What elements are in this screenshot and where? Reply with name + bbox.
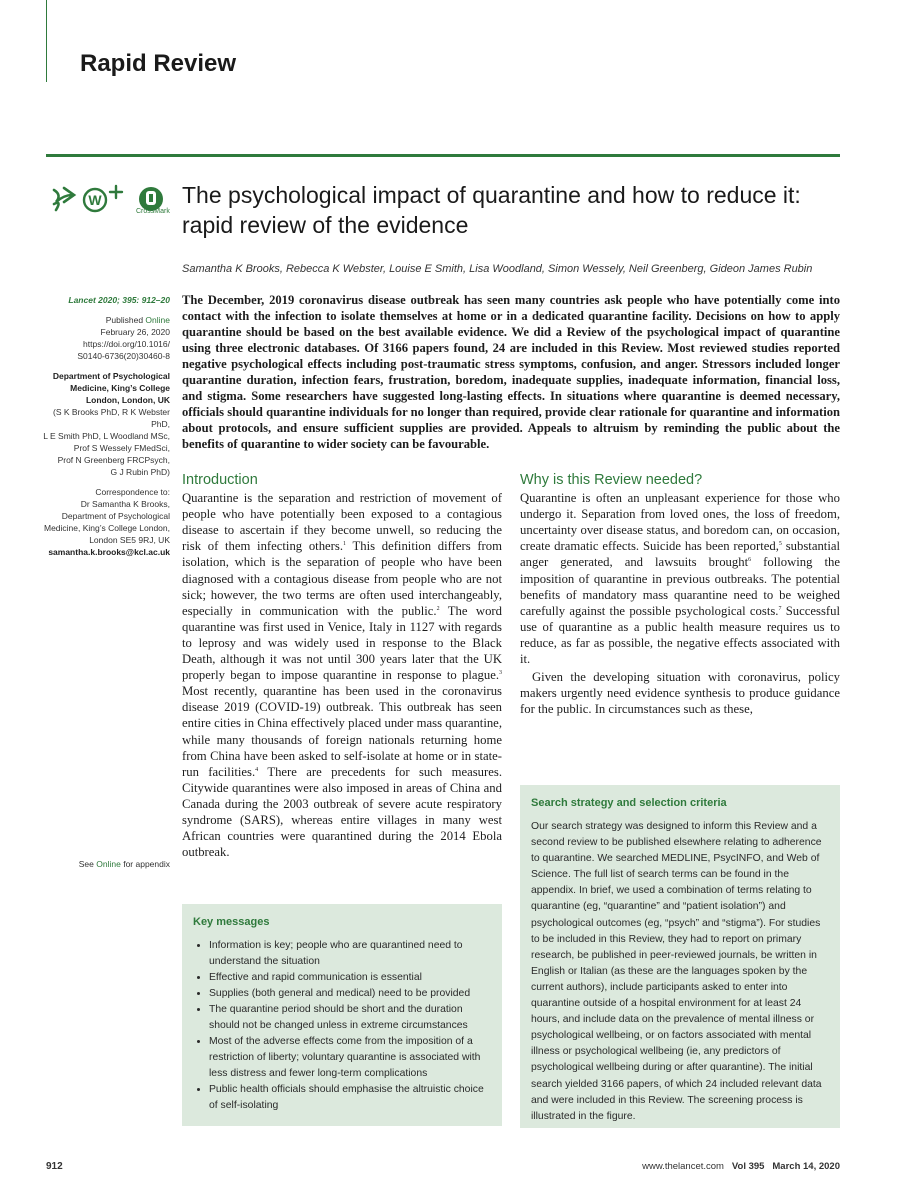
appendix-suffix: for appendix xyxy=(120,859,170,869)
search-strategy-box xyxy=(520,785,840,1128)
why-needed-paragraph: Given the developing situation with coronavirus, policy makers urgently need evidence synthesis to produce guidance for the public. In circumstances such as these, xyxy=(520,670,840,717)
department-line: Department of Psychological xyxy=(52,371,170,381)
introduction-section xyxy=(182,472,502,860)
key-message-item: • Public health officials should emphasise the altruistic choice of self-isolating xyxy=(209,1082,491,1114)
introduction-heading: Introduction xyxy=(182,472,258,488)
text-run: Quarantine is often an unpleasant experience for those who undergo it. Separation from loved ones, the loss of freedom, uncertainty over disease status, and boredom can, on occasion, create dramatic effects. Suicide has been reported, xyxy=(520,491,840,554)
reference-marker[interactable]: 3 xyxy=(499,669,502,676)
header-accent-line xyxy=(46,0,47,82)
why-needed-section xyxy=(520,472,840,717)
svg-text:W: W xyxy=(88,192,102,208)
article-sidebar xyxy=(40,294,170,566)
published-online-link[interactable]: Online xyxy=(145,315,170,325)
correspondence xyxy=(40,486,170,558)
text-run: substantial anger generated, and lawsuits brought xyxy=(520,539,840,570)
reference-marker[interactable]: 6 xyxy=(748,557,752,564)
reference-marker[interactable]: 1 xyxy=(343,541,347,548)
author-degrees: (S K Brooks PhD, R K Webster PhD, xyxy=(53,407,170,429)
appendix-online-link[interactable]: Online xyxy=(96,859,121,869)
search-strategy-text: Our search strategy was designed to inform this Review and a second review to be published elsewhere relating to adherence to quarantine. We searched MEDLINE, PsycINFO, and Web of Science. The full list of search terms can be found in the appendix. In brief, we used a combination of terms relating to quarantine (eg, “quarantine” and “patient isolation”) and psychological outcomes (eg, “psych” and “stigma”). For studies to be included in this Review, they had to report on primary research, be published in peer-reviewed journals, be written in English or Italian (as these are the languages spoken by the current authors), include participants asked to enter into quarantine outside of a hospital environment for at least 24 hours, and include data on the prevalence of mental illness or psychological wellbeing, or on factors associated with mental illness or psychological wellbeing (ie, any predictors of psychological wellbeing during or after quarantine). The initial search yielded 3166 papers, of which 24 included relevant data and were included in this Review. The screening process is illustrated in the figure. xyxy=(531,821,822,1122)
search-strategy-heading: Search strategy and selection criteria xyxy=(531,797,727,809)
open-access-arrows-icon xyxy=(54,188,74,210)
text-run: Successful use of quarantine as a public health measure requires us to reduce, as far as possible, the negative effects associated with it. xyxy=(520,603,840,667)
abstract: The December, 2019 coronavirus disease outbreak has seen many countries ask people who have potentially come into contact with the infection to isolate themselves at home or in a dedicated quarantine facility. Decisions on how to apply quarantine should be based on the best available evidence. We did a Review of the psychological impact of quarantine using three electronic databases. Of 3166 papers found, 24 are included in this Review. Most reviewed studies reported negative psychological effects including post-traumatic stress symptoms, confusion, and anger. Stressors included longer quarantine duration, infection fears, frustration, boredom, inadequate supplies, inadequate information, financial loss, and stigma. Some researchers have suggested long-lasting effects. In situations where quarantine is deemed necessary, officials should quarantine individuals for no longer than required, provide clear rationale for quarantine and information about protocols, and ensure sufficient supplies are provided. Appeals to altruism by reminding the public about the benefits of quarantine to wider society can be favourable. xyxy=(182,293,840,451)
footer-volume: Vol 395 xyxy=(731,1161,765,1172)
department-line: Medicine, King’s College xyxy=(70,383,170,393)
key-message-item: • Most of the adverse effects come from the imposition of a restriction of liberty; voluntary quarantine is associated with less distress and fewer long-term complications xyxy=(209,1034,491,1082)
correspondence-email[interactable]: samantha.k.brooks@kcl.ac.uk xyxy=(48,547,170,557)
text-run: This definition differs from isolation, which is the separation of people who have been diagnosed with a contagious disease from people who are not sick; however, the two terms are often used interchangeably, especially in communication with the public. xyxy=(182,539,502,618)
key-message-item: • Information is key; people who are quarantined need to understand the situation xyxy=(209,938,491,970)
text-run: There are precedents for such measures. Citywide quarantines were also imposed in areas of China and Canada during the 2003 outbreak of severe acute respiratory syndrome (SARS), whereas entire villages in many west African countries were quarantined during the 2014 Ebola outbreak. xyxy=(182,764,502,860)
doi-line[interactable]: S0140-6736(20)30460-8 xyxy=(77,351,170,361)
appendix-note xyxy=(40,858,170,870)
text-run: The word quarantine was first used in Venice, Italy in 1127 with regards to leprosy and was widely used in response to the Black Death, although it was not until 300 years later that the UK properly began to impose quarantine in response to plague. xyxy=(182,603,502,683)
why-needed-paragraph xyxy=(520,490,840,667)
page-number: 912 xyxy=(46,1161,63,1172)
section-label: Rapid Review xyxy=(80,50,237,77)
key-messages-heading: Key messages xyxy=(193,916,270,928)
introduction-paragraph xyxy=(182,490,502,860)
reference-marker[interactable]: 7 xyxy=(778,605,782,612)
journal-citation: Lancet 2020; 395: 912–20 xyxy=(68,295,170,305)
header-rule xyxy=(46,154,840,157)
correspondence-line: Correspondence to: xyxy=(95,487,170,497)
reference-marker[interactable]: 2 xyxy=(436,605,440,612)
footer-journal-info xyxy=(620,1161,840,1172)
published-date: February 26, 2020 xyxy=(100,327,170,337)
footer-date: March 14, 2020 xyxy=(772,1161,840,1172)
at-sign-icon xyxy=(84,189,106,211)
article-title: The psychological impact of quarantine and how to reduce it: rapid review of the evidence xyxy=(182,182,801,238)
published-prefix: Published xyxy=(105,315,146,325)
crossmark-label: CrossMark xyxy=(136,208,170,215)
text-run: following the imposition of quarantine in previous outbreaks. The potential benefits of mandatory mass quarantine need to be weighed carefully against the possible psychological costs. xyxy=(520,555,841,618)
footer-website[interactable]: www.thelancet.com xyxy=(642,1161,724,1172)
key-messages-list xyxy=(193,938,491,1114)
affiliation xyxy=(40,370,170,478)
text-run: Most recently, quarantine has been used in the coronavirus disease 2019 (COVID-19) outbreak. This outbreak has seen entire cities in China effectively placed under mass quarantine, while many thousands of foreign nationals returning home from China have been asked to self-isolate at home or in state-run facilities. xyxy=(182,684,502,779)
sparkle-icon xyxy=(110,186,122,198)
department-line: London, London, UK xyxy=(85,395,170,405)
correspondence-line: Department of Psychological xyxy=(61,511,170,521)
doi-line[interactable]: https://doi.org/10.1016/ xyxy=(83,339,170,349)
key-message-item: • Effective and rapid communication is essential xyxy=(209,970,491,986)
reference-marker[interactable]: 5 xyxy=(778,541,782,548)
appendix-prefix: See xyxy=(78,859,97,869)
why-needed-heading: Why is this Review needed? xyxy=(520,472,703,488)
author-degrees: Prof S Wessely FMedSci, xyxy=(73,443,170,453)
author-degrees: Prof N Greenberg FRCPsych, xyxy=(57,455,170,465)
article-icons xyxy=(52,182,172,222)
author-degrees: G J Rubin PhD) xyxy=(110,467,170,477)
key-message-item: • The quarantine period should be short and the duration should not be changed unless in extreme circumstances xyxy=(209,1002,491,1034)
text-run: Quarantine is the separation and restriction of movement of people who have potentially been exposed to a contagious disease to ascertain if they become unwell, so reducing the risk of them infecting others. xyxy=(182,491,502,554)
publication-info xyxy=(40,314,170,362)
correspondence-line: Medicine, King’s College London, xyxy=(43,523,170,533)
article-authors: Samantha K Brooks, Rebecca K Webster, Louise E Smith, Lisa Woodland, Simon Wessely, Neil Greenberg, Gideon James Rubin xyxy=(182,263,813,275)
correspondence-line: Dr Samantha K Brooks, xyxy=(80,499,170,509)
correspondence-line: London SE5 9RJ, UK xyxy=(89,535,170,545)
reference-marker[interactable]: 4 xyxy=(255,766,259,773)
key-message-item: • Supplies (both general and medical) need to be provided xyxy=(209,986,491,1002)
author-degrees: L E Smith PhD, L Woodland MSc, xyxy=(43,431,170,441)
key-messages-box xyxy=(182,904,502,1126)
